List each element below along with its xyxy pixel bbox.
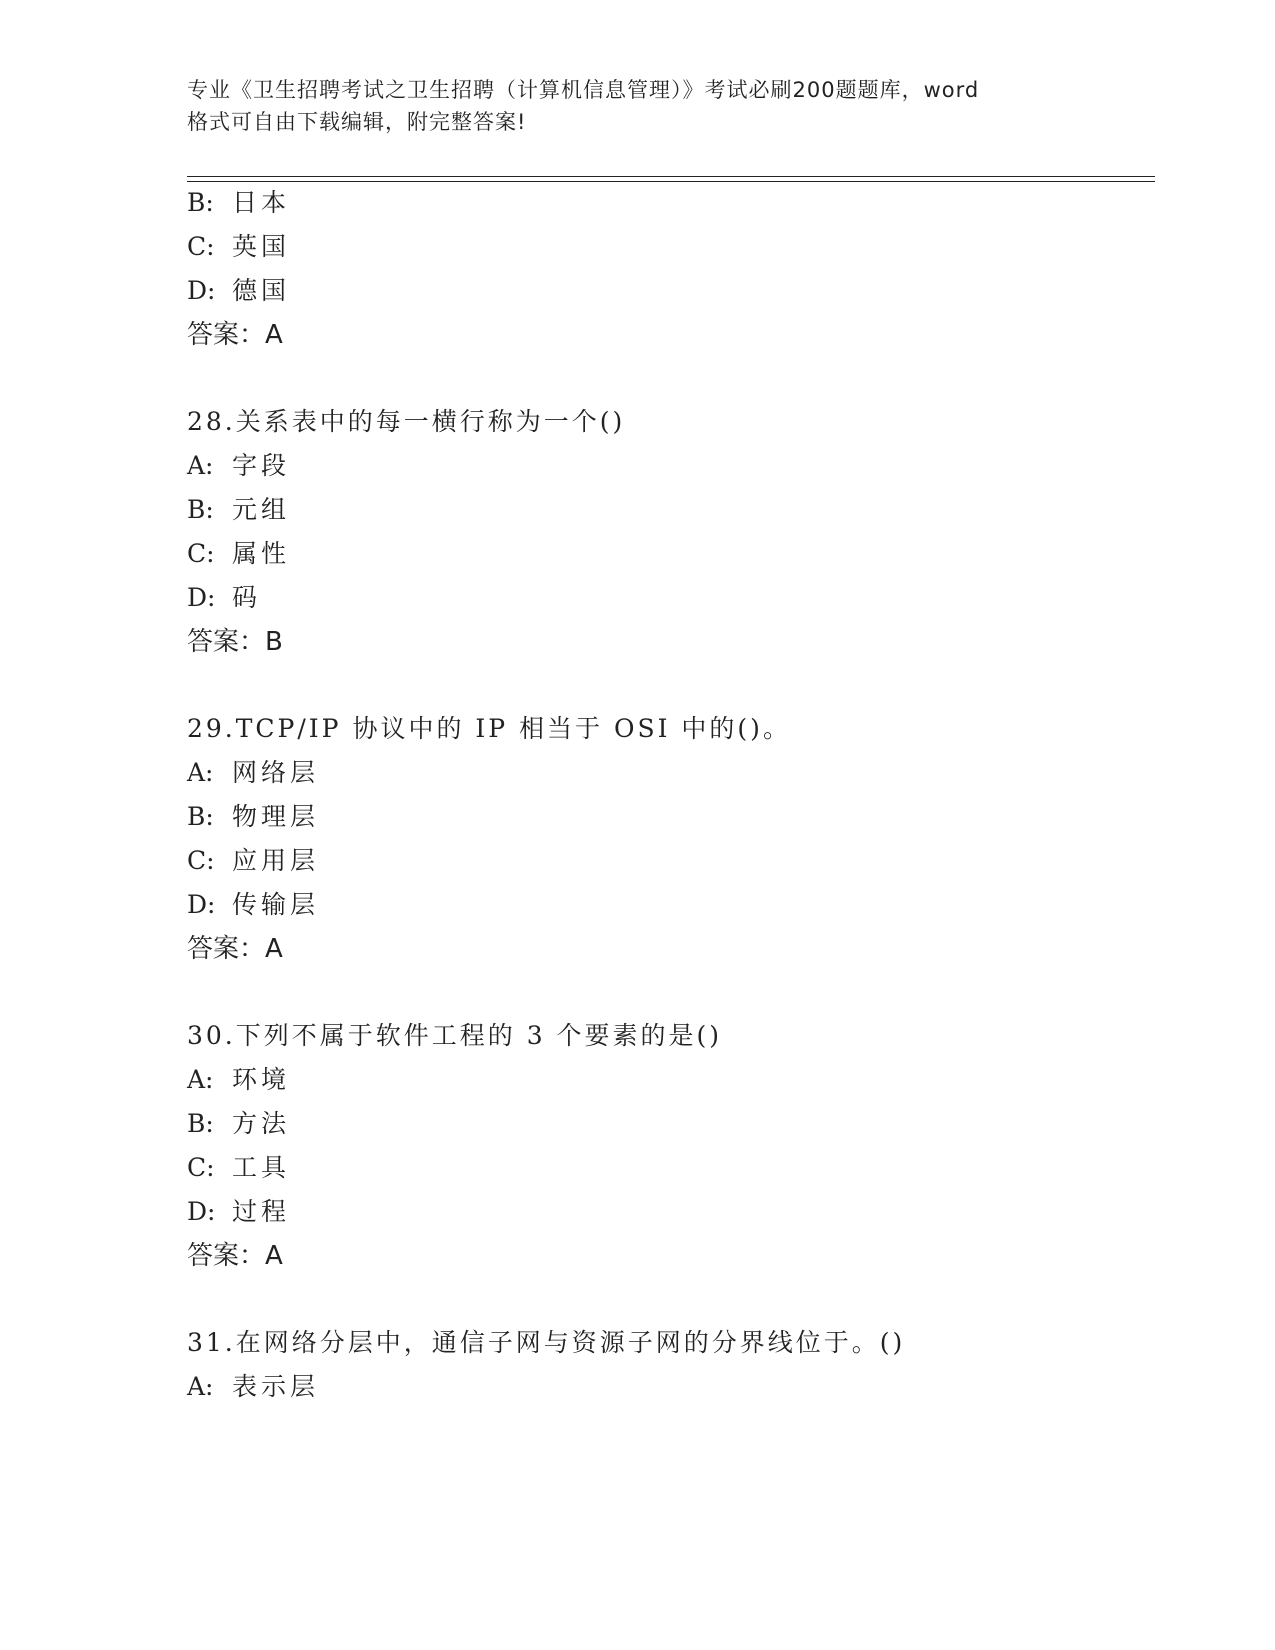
option-text: 日本 — [232, 188, 291, 217]
option-text: 码 — [232, 583, 262, 612]
question-29: 29.TCP/IP 协议中的 IP 相当于 OSI 中的()。 — [187, 714, 791, 743]
option-label: C: — [187, 232, 215, 261]
option-label: B: — [187, 802, 214, 831]
header-line-2: 格式可自由下载编辑，附完整答案! — [187, 110, 527, 134]
header-line-1: 专业《卫生招聘考试之卫生招聘（计算机信息管理）》考试必刷200题题库，word — [187, 78, 980, 102]
option-label: C: — [187, 1153, 215, 1182]
option-text: 德国 — [232, 276, 291, 305]
option-text: 物理层 — [232, 802, 320, 831]
option-label: D: — [187, 1197, 216, 1226]
option-text: 元组 — [232, 495, 291, 524]
option-a — [187, 449, 290, 483]
answer-line: 答案：B — [187, 627, 283, 657]
answer-line: 答案：A — [187, 1241, 283, 1271]
option-label: D: — [187, 276, 216, 305]
option-label: C: — [187, 846, 215, 875]
option-text: 工具 — [232, 1153, 291, 1182]
option-label: A: — [187, 451, 214, 480]
option-label: A: — [187, 1372, 214, 1401]
option-label: B: — [187, 1109, 214, 1138]
option-text: 传输层 — [232, 890, 320, 919]
option-c — [187, 230, 290, 264]
header-divider-top — [187, 176, 1155, 177]
option-b — [187, 800, 319, 834]
option-a — [187, 1370, 319, 1404]
option-b — [187, 186, 290, 220]
option-text: 英国 — [232, 232, 291, 261]
option-text: 表示层 — [232, 1372, 320, 1401]
option-label: B: — [187, 188, 214, 217]
option-d — [187, 1195, 290, 1229]
option-a — [187, 756, 319, 790]
question-31: 31.在网络分层中，通信子网与资源子网的分界线位于。() — [187, 1328, 906, 1357]
option-c — [187, 537, 290, 571]
answer-line: 答案：A — [187, 934, 283, 964]
option-b — [187, 493, 290, 527]
answer-line: 答案：A — [187, 320, 283, 350]
header-divider-bottom — [187, 181, 1155, 182]
option-label: D: — [187, 890, 216, 919]
option-label: A: — [187, 1065, 214, 1094]
option-label: A: — [187, 758, 214, 787]
document-header — [187, 74, 1087, 138]
option-a — [187, 1063, 290, 1097]
option-text: 应用层 — [232, 846, 320, 875]
option-label: C: — [187, 539, 215, 568]
option-label: D: — [187, 583, 216, 612]
option-text: 环境 — [232, 1065, 291, 1094]
option-d — [187, 581, 261, 615]
question-28: 28.关系表中的每一横行称为一个() — [187, 407, 626, 436]
option-c — [187, 844, 319, 878]
option-text: 属性 — [232, 539, 291, 568]
option-b — [187, 1107, 290, 1141]
option-label: B: — [187, 495, 214, 524]
option-d — [187, 274, 290, 308]
option-text: 网络层 — [232, 758, 320, 787]
option-text: 方法 — [232, 1109, 291, 1138]
option-text: 过程 — [232, 1197, 291, 1226]
question-30: 30.下列不属于软件工程的 3 个要素的是() — [187, 1021, 723, 1050]
option-c — [187, 1151, 290, 1185]
option-text: 字段 — [232, 451, 291, 480]
option-d — [187, 888, 319, 922]
